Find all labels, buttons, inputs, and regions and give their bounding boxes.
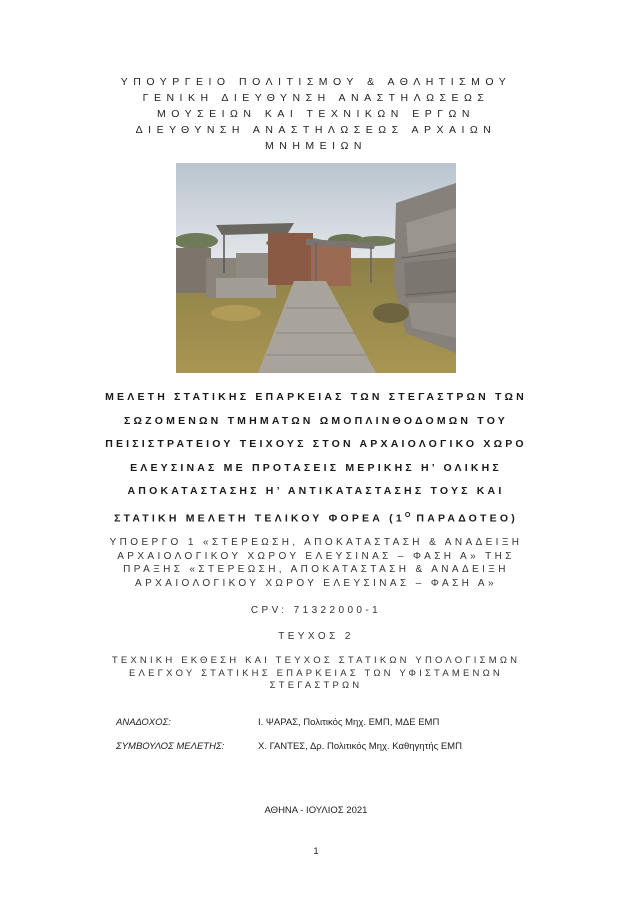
title-line: ΣΩΖΟΜΕΝΩΝ ΤΜΗΜΑΤΩΝ ΩΜΟΠΛΙΝΘΟΔΟΜΩΝ ΤΟΥ xyxy=(124,414,508,427)
report-line: ΕΛΕΓΧΟΥ ΣΤΑΤΙΚΗΣ ΕΠΑΡΚΕΙΑΣ ΤΩΝ ΥΦΙΣΤΑΜΕΝΩΝ xyxy=(129,667,503,679)
title-line: ΑΠΟΚΑΤΑΣΤΑΣΗΣ Η’ ΑΝΤΙΚΑΤΑΣΤΑΣΗΣ ΤΟΥΣ ΚΑΙ xyxy=(127,485,505,497)
credit-label: ΑΝΑΔΟΧΟΣ: xyxy=(116,716,171,728)
title-last-suffix: ΠΑΡΑΔΟΤΕΟ) xyxy=(410,512,518,524)
credit-value: Ι. ΨΑΡΑΣ, Πολιτικός Μηχ. ΕΜΠ, ΜΔΕ ΕΜΠ xyxy=(258,716,440,728)
subproject-description xyxy=(70,536,562,590)
credit-row-contractor xyxy=(116,710,536,734)
credit-value: Χ. ΓΑΝΤΕΣ, Δρ. Πολιτικός Μηχ. Καθηγητής ΕΜΠ xyxy=(258,740,462,752)
site-photo xyxy=(176,163,456,373)
ministry-header xyxy=(60,74,572,154)
report-line: ΣΤΕΓΑΣΤΡΩΝ xyxy=(269,680,363,691)
cpv-code: CPV: 71322000-1 xyxy=(250,605,382,616)
header-line: ΓΕΝΙΚΗ ΔΙΕΥΘΥΝΣΗ ΑΝΑΣΤΗΛΩΣΕΩΣ xyxy=(142,92,490,104)
subproject-line: ΠΡΑΞΗΣ «ΣΤΕΡΕΩΣΗ, ΑΠΟΚΑΤΑΣΤΑΣΗ & ΑΝΑΔΕΙΞΗ xyxy=(123,564,509,575)
subproject-line: ΑΡΧΑΙΟΛΟΓΙΚΟΥ ΧΩΡΟΥ ΕΛΕΥΣΙΝΑΣ – ΦΑΣΗ Α» xyxy=(135,577,497,589)
credit-row-consultant xyxy=(116,734,536,758)
header-line: ΜΟΥΣΕΙΩΝ ΚΑΙ ΤΕΧΝΙΚΩΝ ΕΡΓΩΝ xyxy=(157,108,475,120)
title-superscript: Ο xyxy=(404,511,411,519)
subproject-line: ΥΠΟΕΡΓΟ 1 «ΣΤΕΡΕΩΣΗ, ΑΠΟΚΑΤΑΣΤΑΣΗ & ΑΝΑΔΕΙΞΗ xyxy=(109,537,523,548)
credits-table xyxy=(116,710,536,758)
header-line: ΔΙΕΥΘΥΝΣΗ ΑΝΑΣΤΗΛΩΣΕΩΣ ΑΡΧΑΙΩΝ xyxy=(135,124,497,136)
title-last-prefix: ΣΤΑΤΙΚΗ ΜΕΛΕΤΗ ΤΕΛΙΚΟΥ ΦΟΡΕΑ (1 xyxy=(114,512,405,524)
credit-label: ΣΥΜΒΟΥΛΟΣ ΜΕΛΕΤΗΣ: xyxy=(116,740,225,752)
page-number: 1 xyxy=(313,846,319,857)
report-line: ΤΕΧΝΙΚΗ ΕΚΘΕΣΗ ΚΑΙ ΤΕΥΧΟΣ ΣΤΑΤΙΚΩΝ ΥΠΟΛΟΓΙΣΜΩΝ xyxy=(111,655,521,666)
document-title xyxy=(58,386,574,531)
title-line: ΠΕΙΣΙΣΤΡΑΤΕΙΟΥ ΤΕΙΧΟΥΣ ΣΤΟΝ ΑΡΧΑΙΟΛΟΓΙΚΟ ΧΩΡΟ xyxy=(105,438,527,450)
subproject-line: ΑΡΧΑΙΟΛΟΓΙΚΟΥ ΧΩΡΟΥ ΕΛΕΥΣΙΝΑΣ – ΦΑΣΗ Α» ΤΗΣ xyxy=(117,550,515,562)
report-title xyxy=(60,655,572,693)
header-line: ΜΝΗΜΕΙΩΝ xyxy=(264,140,367,152)
header-line: ΥΠΟΥΡΓΕΙΟ ΠΟΛΙΤΙΣΜΟΥ & ΑΘΛΗΤΙΣΜΟΥ xyxy=(120,76,512,88)
volume-label: ΤΕΥΧΟΣ 2 xyxy=(278,631,354,642)
archaeological-site-image xyxy=(176,163,456,373)
title-line xyxy=(58,504,574,531)
document-date: ΑΘΗΝΑ - ΙΟΥΛΙΟΣ 2021 xyxy=(264,805,368,816)
title-line: ΕΛΕΥΣΙΝΑΣ ΜΕ ΠΡΟΤΑΣΕΙΣ ΜΕΡΙΚΗΣ Η’ ΟΛΙΚΗΣ xyxy=(130,461,502,474)
title-line: ΜΕΛΕΤΗ ΣΤΑΤΙΚΗΣ ΕΠΑΡΚΕΙΑΣ ΤΩΝ ΣΤΕΓΑΣΤΡΩΝ ΤΩΝ xyxy=(105,391,527,403)
